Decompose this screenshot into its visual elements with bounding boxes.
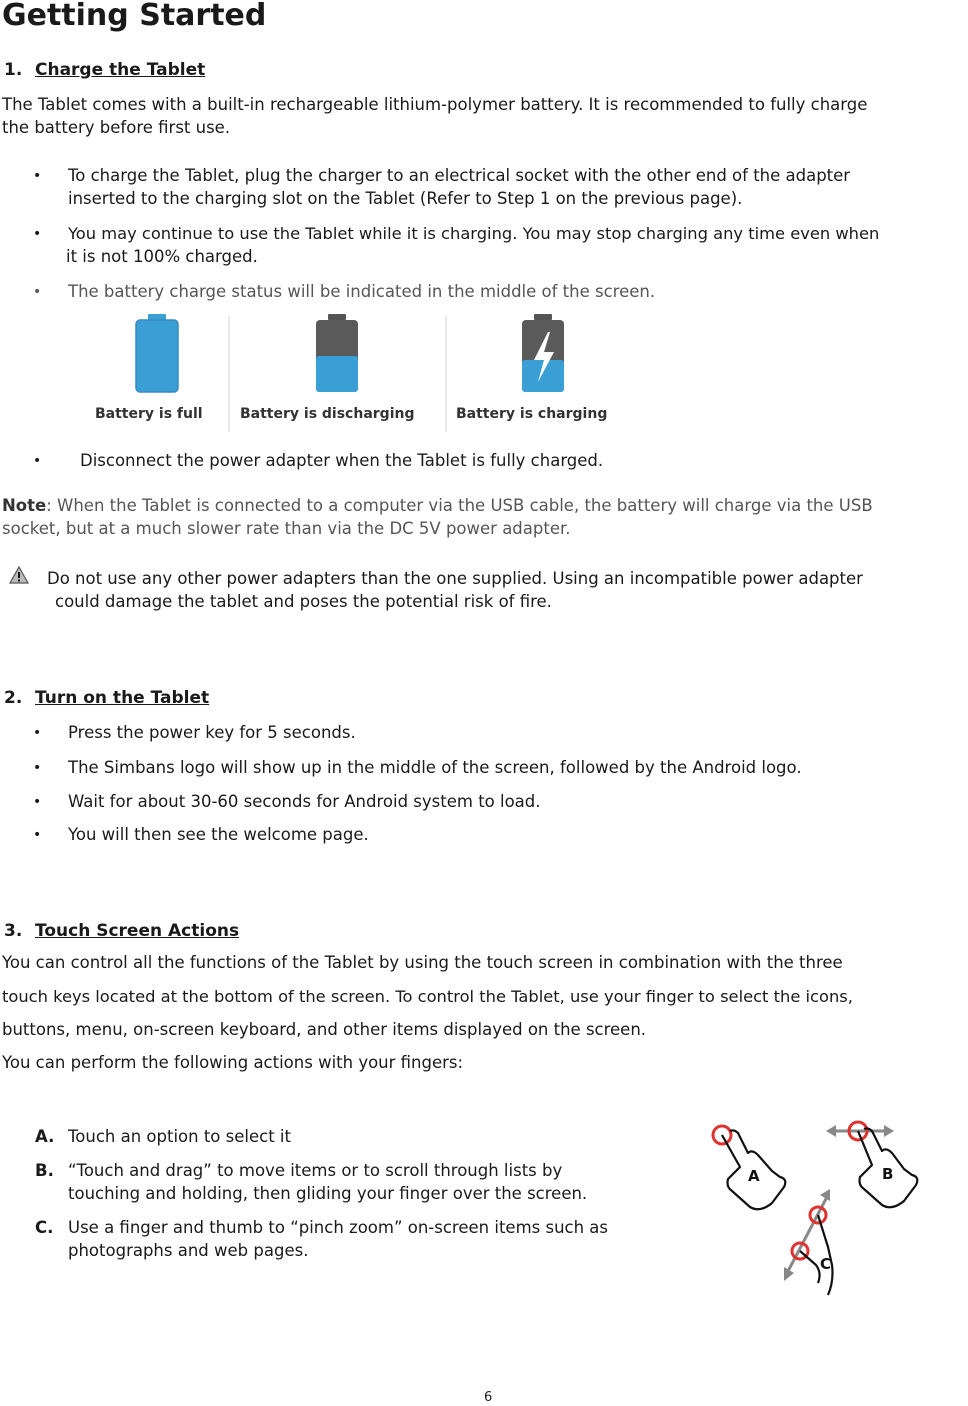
battery-discharging-label: Battery is discharging (240, 406, 415, 422)
gesture-letter-b: B (882, 1165, 894, 1183)
battery-discharging-icon (316, 314, 358, 392)
section-2-heading: Turn on the Tablet (35, 688, 210, 708)
warning-line-2: could damage the tablet and poses the potential risk of fire. (55, 592, 552, 611)
action-c-line-1: Use a finger and thumb to “pinch zoom” on-screen items such as (68, 1218, 609, 1237)
gesture-tap-icon (713, 1126, 785, 1209)
action-c-label: C. (35, 1218, 54, 1237)
action-b-line-2: touching and holding, then gliding your finger over the screen. (68, 1184, 588, 1203)
action-b-label: B. (35, 1161, 54, 1180)
page-number: 6 (484, 1390, 493, 1405)
power-bullet-2: The Simbans logo will show up in the middle of the screen, followed by the Android logo. (68, 758, 802, 777)
note-label: Note (2, 496, 47, 515)
section-2-number: 2. (4, 688, 23, 708)
gesture-letter-a: A (748, 1167, 760, 1185)
section-3-para-line-1: You can control all the functions of the Tablet by using the touch screen in combination with the three (2, 953, 843, 972)
touch-gestures-illustration (700, 1115, 940, 1305)
page-title: Getting Started (2, 0, 267, 33)
action-b-line-1: “Touch and drag” to move items or to scroll through lists by (68, 1161, 563, 1180)
charge-bullet-2-line-1: You may continue to use the Tablet while it is charging. You may stop charging any time even when (68, 224, 880, 243)
warning-line-1: Do not use any other power adapters than the one supplied. Using an incompatible power adapter (47, 569, 863, 588)
bullet-icon: • (33, 827, 42, 843)
bullet-icon: • (33, 168, 42, 184)
warning-icon (9, 566, 29, 584)
section-3-number: 3. (4, 921, 23, 941)
note-line-1 (2, 494, 873, 517)
section-3-para-line-3: buttons, menu, on-screen keyboard, and other items displayed on the screen. (2, 1020, 647, 1039)
charge-bullet-3: The battery charge status will be indicated in the middle of the screen. (68, 282, 656, 301)
power-bullet-3: Wait for about 30-60 seconds for Android system to load. (68, 792, 541, 811)
bullet-icon: • (33, 794, 42, 810)
section-3-para-line-2: touch keys located at the bottom of the screen. To control the Tablet, use your finger to select the icons, (2, 987, 853, 1006)
section-1-intro-line-1: The Tablet comes with a built-in rechargeable lithium-polymer battery. It is recommended to fully charge (2, 95, 868, 114)
charge-bullet-2-line-2: it is not 100% charged. (66, 247, 258, 266)
charge-bullet-4: Disconnect the power adapter when the Tablet is fully charged. (80, 451, 604, 470)
gesture-letter-c: C (820, 1255, 832, 1273)
note-line-2: socket, but at a much slower rate than via the DC 5V power adapter. (2, 519, 571, 538)
bullet-icon: • (33, 453, 42, 469)
battery-full-icon (136, 314, 178, 392)
section-1-heading: Charge the Tablet (35, 60, 206, 80)
section-1-number: 1. (4, 60, 23, 80)
bullet-icon: • (33, 226, 42, 242)
battery-charging-label: Battery is charging (456, 406, 608, 422)
bullet-icon: • (33, 284, 42, 300)
power-bullet-1: Press the power key for 5 seconds. (68, 723, 356, 742)
section-1-intro-line-2: the battery before first use. (2, 118, 231, 137)
section-3-heading: Touch Screen Actions (35, 921, 240, 941)
action-c-line-2: photographs and web pages. (68, 1241, 309, 1260)
action-a-text: Touch an option to select it (68, 1127, 291, 1146)
bullet-icon: • (33, 760, 42, 776)
battery-full-label: Battery is full (95, 406, 203, 422)
note-text: : When the Tablet is connected to a computer via the USB cable, the battery will charge via the USB (46, 496, 873, 515)
action-a-label: A. (35, 1127, 55, 1146)
battery-status-figure (88, 310, 634, 434)
bullet-icon: • (33, 725, 42, 741)
charge-bullet-1-line-1: To charge the Tablet, plug the charger to an electrical socket with the other end of the adapter (68, 166, 851, 185)
gesture-pinch-icon (784, 1189, 833, 1295)
gesture-drag-icon (826, 1122, 917, 1207)
charge-bullet-1-line-2: inserted to the charging slot on the Tablet (Refer to Step 1 on the previous page). (68, 189, 743, 208)
section-3-para-line-4: You can perform the following actions with your fingers: (2, 1053, 464, 1072)
battery-charging-icon (522, 314, 564, 392)
power-bullet-4: You will then see the welcome page. (68, 825, 369, 844)
